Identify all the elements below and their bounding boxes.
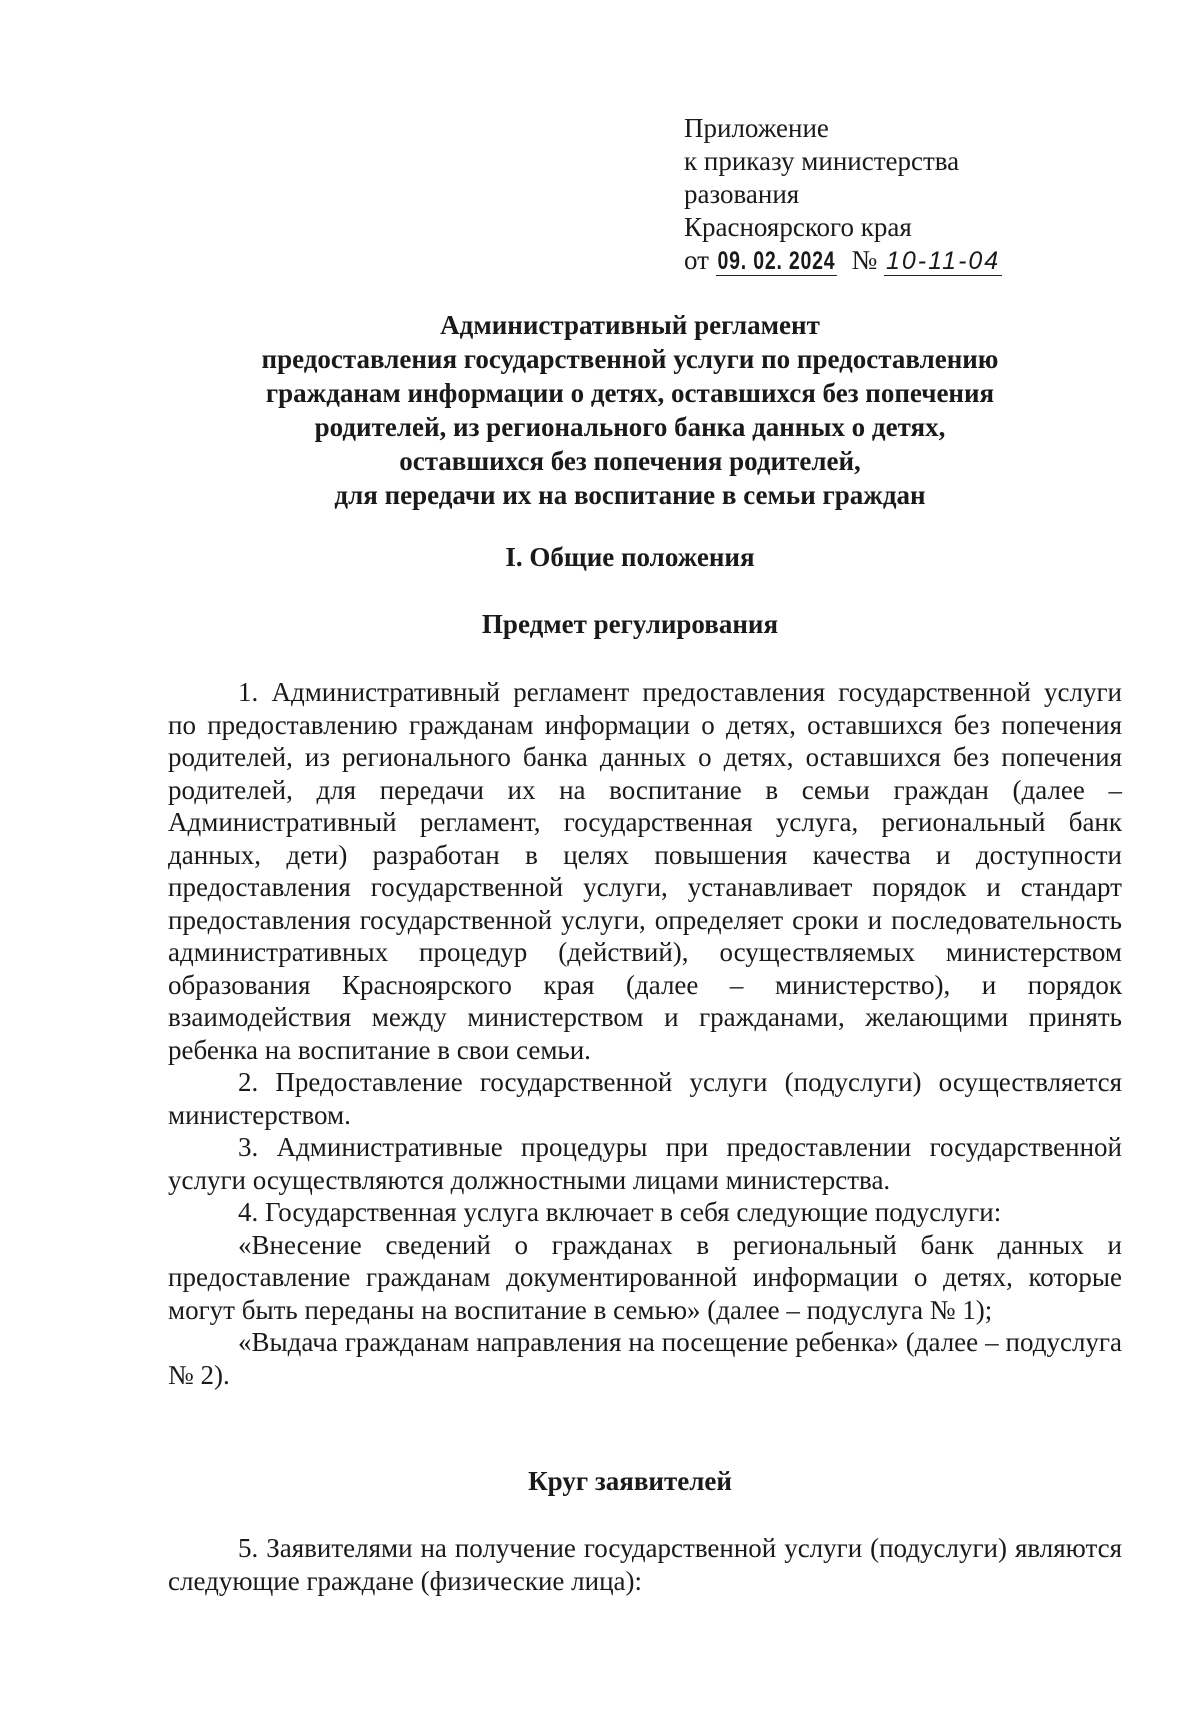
appendix-block [684, 112, 1002, 277]
paragraph-4a: «Внесение сведений о гражданах в региональный банк данных и предоставление гражданам документированной информации о детях, которые могут быть переданы на воспитание в семью» (далее – подуслуга № 1); [168, 1229, 1122, 1325]
appendix-line-3: разования [684, 179, 800, 209]
handwritten-order-number: 10-11-04 [885, 247, 1001, 275]
paragraph-4: 4. Государственная услуга включает в себя следующие подуслуги: [238, 1197, 1002, 1227]
title-line-2: предоставления государственной услуги по предоставлению [261, 344, 999, 374]
title-line-5: оставшихся без попечения родителей, [399, 446, 861, 476]
body-text-applicants [168, 1532, 1122, 1597]
section-heading-subject: Предмет регулирования [481, 609, 779, 639]
body-text-main [168, 676, 1122, 1391]
section-heading-general: I. Общие положения [505, 542, 755, 572]
title-line-6: для передачи их на воспитание в семьи граждан [334, 480, 926, 510]
paragraph-3: 3. Административные процедуры при предоставлении государственной услуги осуществляются должностными лицами министерства. [168, 1132, 1122, 1195]
appendix-date-line [684, 244, 1002, 277]
paragraph-5: 5. Заявителями на получение государственной услуги (подуслуги) являются следующие граждане (физические лица): [168, 1533, 1122, 1596]
title-line-3: гражданам информации о детях, оставшихся без попечения [265, 378, 995, 408]
appendix-line-1: Приложение [684, 113, 829, 143]
date-prefix: от [684, 245, 709, 275]
appendix-line-2: к приказу министерства [684, 146, 960, 176]
handwritten-date: 09. 02. 2024 [717, 247, 836, 275]
paragraph-1: 1. Административный регламент предоставления государственной услуги по предоставлению гражданам информации о детях, оставшихся без попечения родителей, из регионального банка данных о детях, оставшихся без попечения родителей, для передачи их на воспитание в семьи граждан (далее – Административный регламент, государственная услуга, региональный банк данных, дети) разработан в целях повышения качества и доступности предоставления государственной услуги, устанавливает порядок и стандарт предоставления государственной услуги, определяет сроки и последовательность административных процедур (действий), осуществляемых министерством образования Красноярского края (далее – министерство), и порядок взаимодействия между министерством и гражданами, желающими принять ребенка на воспитание в свои семьи. [168, 677, 1122, 1065]
title-line-4: родителей, из регионального банка данных о детях, [314, 412, 946, 442]
appendix-line-4: Красноярского края [684, 212, 912, 242]
paragraph-4b: «Выдача гражданам направления на посещение ребенка» (далее – подуслуга № 2). [168, 1327, 1122, 1390]
section-heading-applicants: Круг заявителей [528, 1466, 732, 1496]
paragraph-2: 2. Предоставление государственной услуги (подуслуги) осуществляется министерством. [168, 1067, 1122, 1130]
document-title [150, 308, 1110, 512]
title-line-1: Административный регламент [440, 310, 820, 340]
number-sign: № [851, 245, 878, 275]
